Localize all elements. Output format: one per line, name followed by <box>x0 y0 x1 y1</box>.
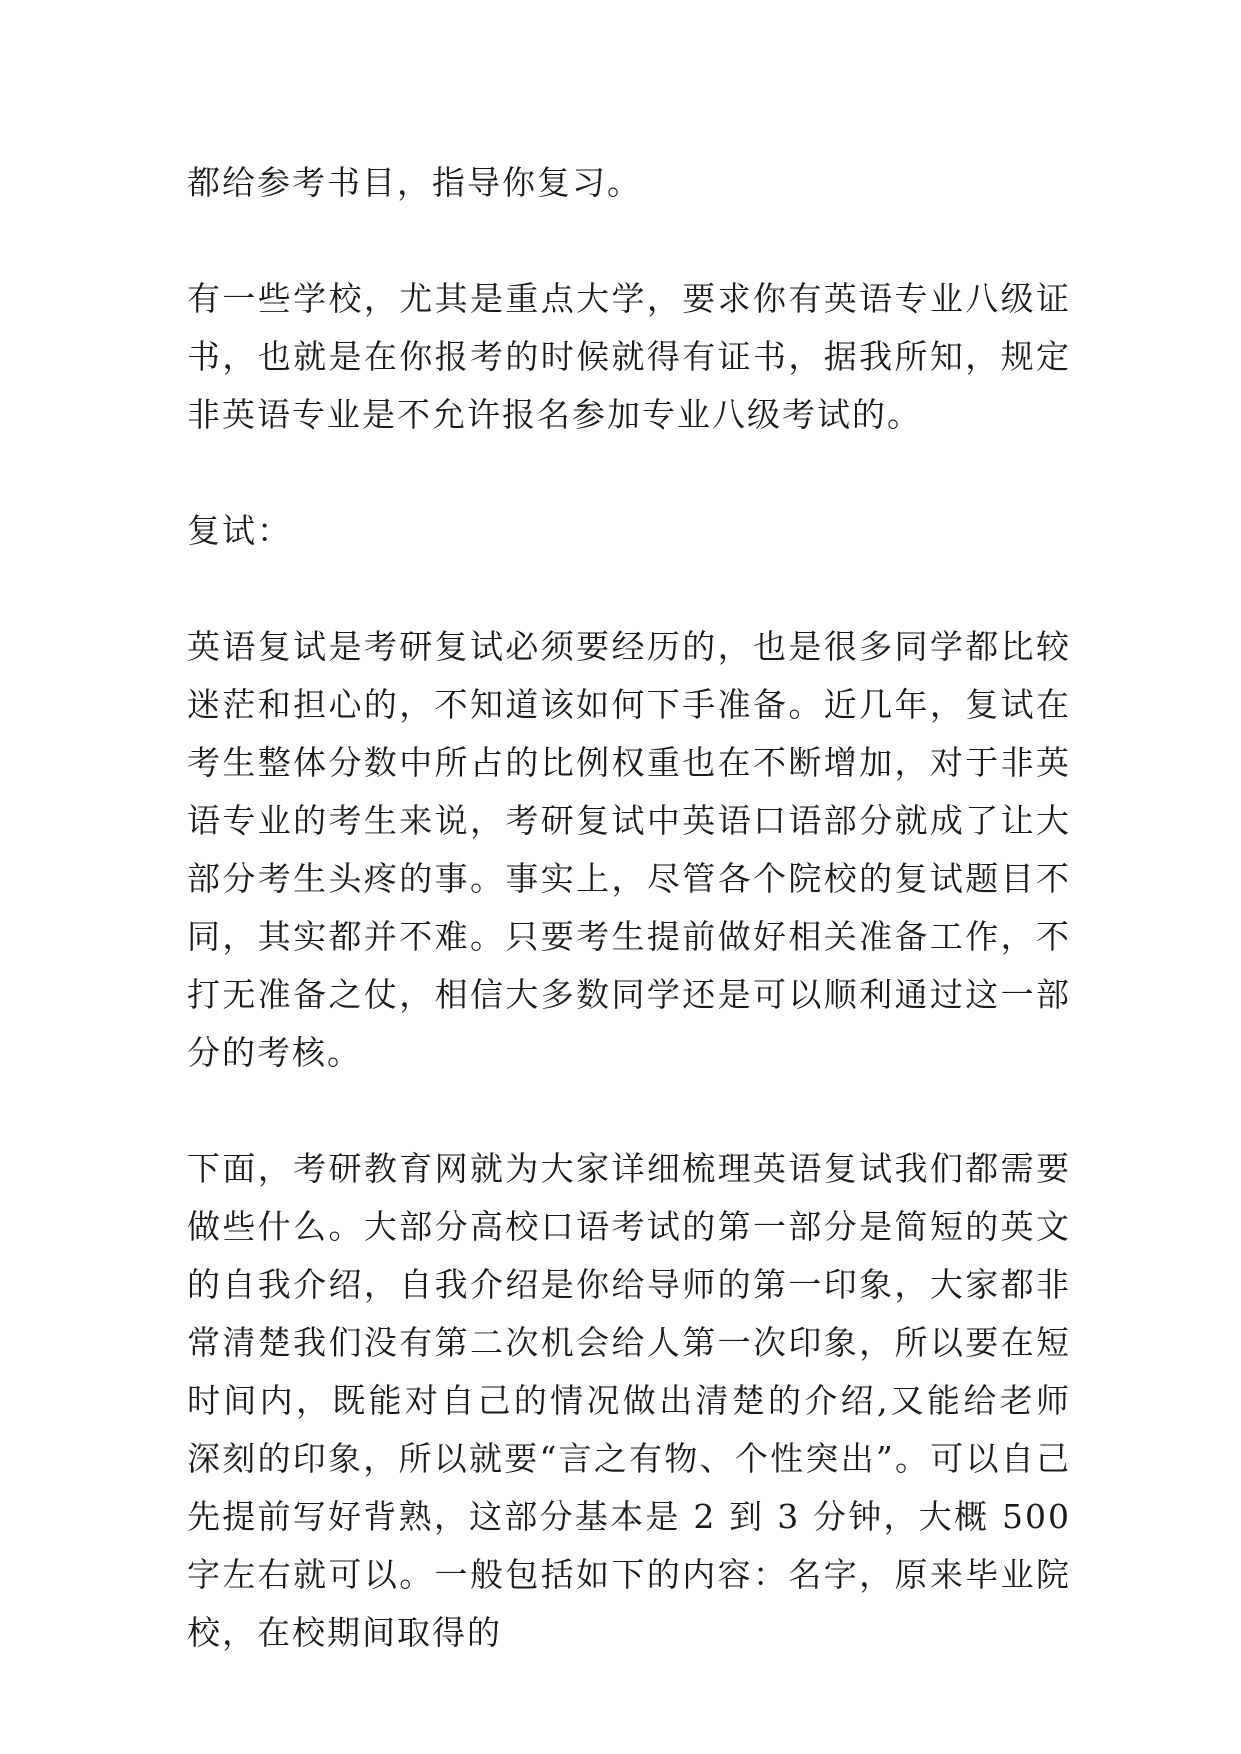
paragraph-tem8-requirement: 有一些学校，尤其是重点大学，要求你有英语专业八级证书，也就是在你报考的时候就得有证书，据我所知，规定非英语专业是不允许报名参加专业八级考试的。 <box>187 279 1071 434</box>
paragraph-reference-books: 都给参考书目，指导你复习。 <box>187 163 642 202</box>
paragraph-retest-overview: 英语复试是考研复试必须要经历的，也是很多同学都比较迷茫和担心的，不知道该如何下手准备。近几年，复试在考生整体分数中所占的比例权重也在不断增加，对于非英语专业的考生来说，考研复试中英语口语部分就成了让大部分考生头疼的事。事实上，尽管各个院校的复试题目不同，其实都并不难。只要考生提前做好相关准备工作，不打无准备之仗，相信大多数同学还是可以顺利通过这一部分的考核。 <box>187 627 1071 1072</box>
paragraph-self-introduction-guide: 下面，考研教育网就为大家详细梳理英语复试我们都需要做些什么。大部分高校口语考试的第一部分是简短的英文的自我介绍，自我介绍是你给导师的第一印象，大家都非常清楚我们没有第二次机会给人第一次印象，所以要在短时间内，既能对自己的情况做出清楚的介绍,又能给老师深刻的印象，所以就要“言之有物、个性突出”。可以自己先提前写好背熟，这部分基本是 2 到 3 分钟，大概 500 字左右就可以。一般包括如下的内容：名字，原来毕业院校，在校期间取得的 <box>187 1149 1071 1652</box>
paragraph-retest-heading: 复试： <box>187 511 292 550</box>
document-body <box>187 154 1071 1662</box>
